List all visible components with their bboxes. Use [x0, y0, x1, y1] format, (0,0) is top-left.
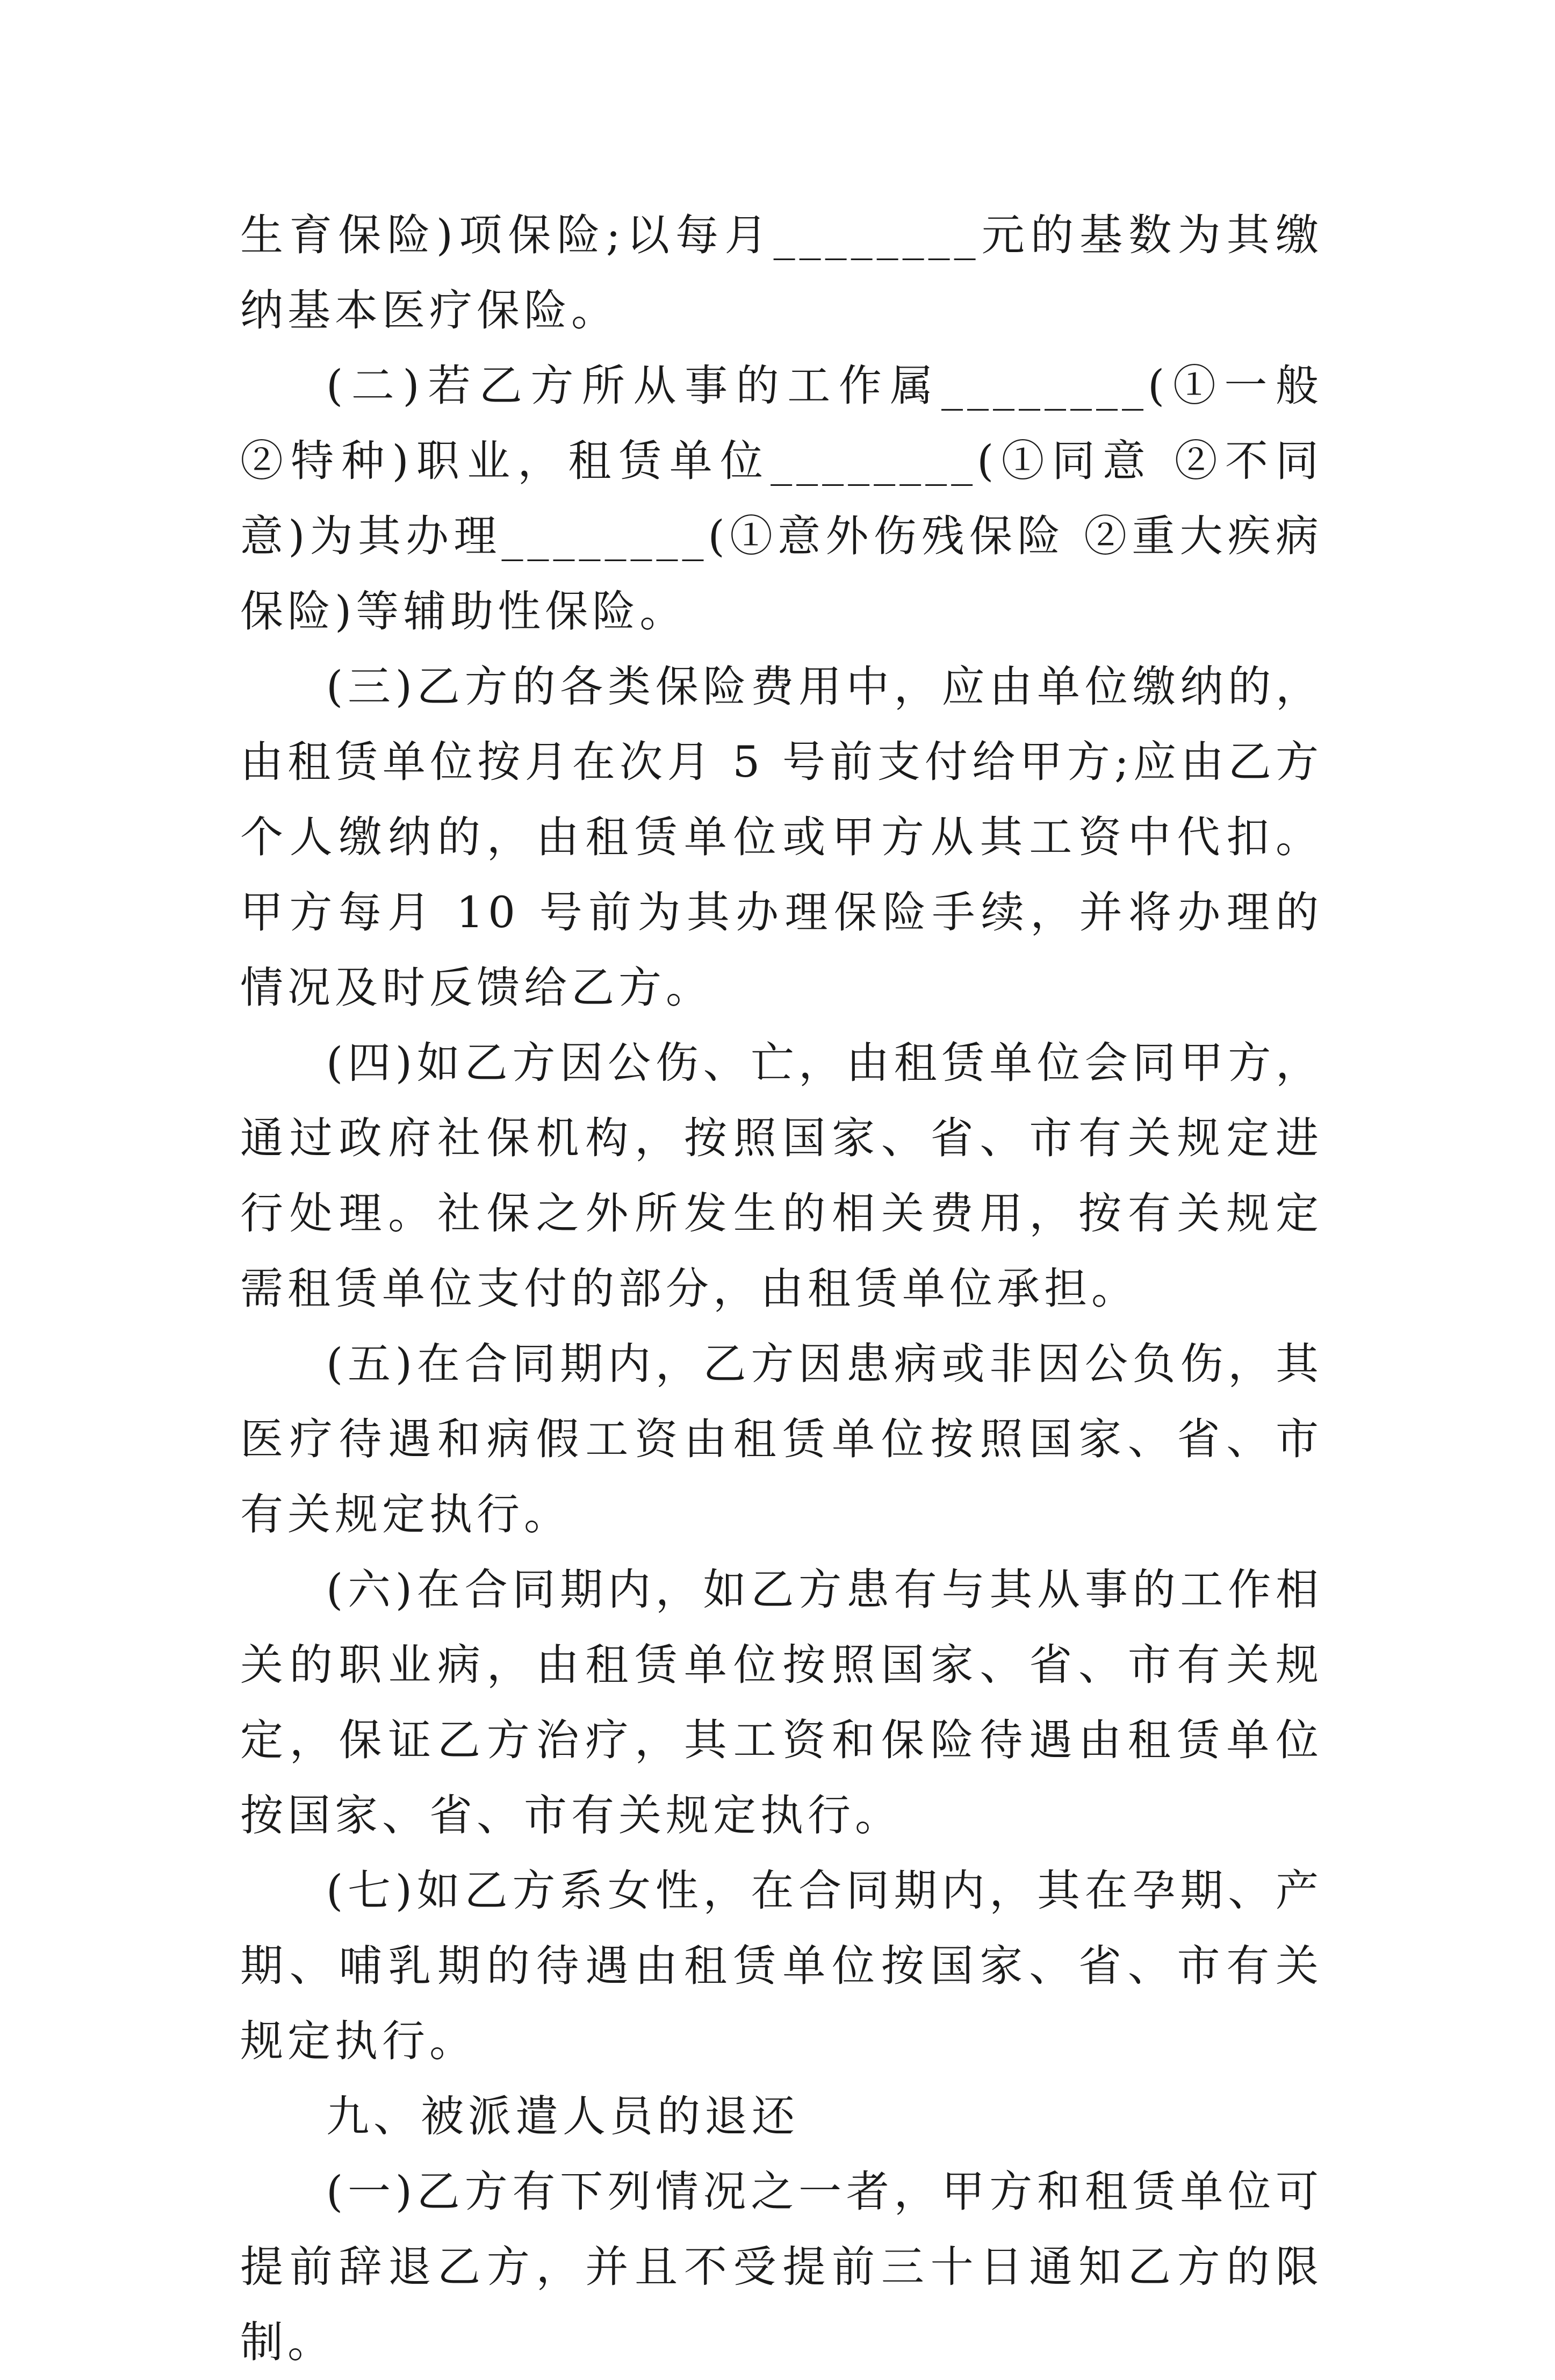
- paragraph-continuation: 生育保险)项保险;以每月________元的基数为其缴纳基本医疗保险。: [240, 210, 1323, 335]
- paragraph-clause-5: (五)在合同期内，乙方因患病或非因公负伤，其医疗待遇和病假工资由租赁单位按照国家、省、市有关规定执行。: [240, 1339, 1323, 1539]
- paragraph-section9-clause-1: (一)乙方有下列情况之一者，甲方和租赁单位可提前辞退乙方，并且不受提前三十日通知乙方的限制。: [240, 2167, 1323, 2367]
- section-heading: 九、被派遣人员的退还: [326, 2091, 799, 2141]
- paragraph-clause-4: (四)如乙方因公伤、亡，由租赁单位会同甲方，通过政府社保机构，按照国家、省、市有关规定进行处理。社保之外所发生的相关费用，按有关规定需租赁单位支付的部分，由租赁单位承担。: [240, 1038, 1323, 1314]
- paragraph-clause-3: (三)乙方的各类保险费用中，应由单位缴纳的，由租赁单位按月在次月 5 号前支付给甲方;应由乙方个人缴纳的，由租赁单位或甲方从其工资中代扣。甲方每月 10 号前为其办理保险手续，并将办理的情况及时反馈给乙方。: [240, 662, 1323, 1013]
- paragraph-clause-7: (七)如乙方系女性，在合同期内，其在孕期、产期、哺乳期的待遇由租赁单位按国家、省、市有关规定执行。: [240, 1866, 1323, 2066]
- paragraph-clause-2: (二)若乙方所从事的工作属________(①一般 ②特种)职业，租赁单位________(①同意 ②不同意)为其办理________(①意外伤残保险 ②重大疾病保险)等辅助性保险。: [240, 361, 1323, 636]
- document-body: [240, 198, 1323, 2380]
- paragraph-clause-6: (六)在合同期内，如乙方患有与其从事的工作相关的职业病，由租赁单位按照国家、省、市有关规定，保证乙方治疗，其工资和保险待遇由租赁单位按国家、省、市有关规定执行。: [240, 1565, 1323, 1840]
